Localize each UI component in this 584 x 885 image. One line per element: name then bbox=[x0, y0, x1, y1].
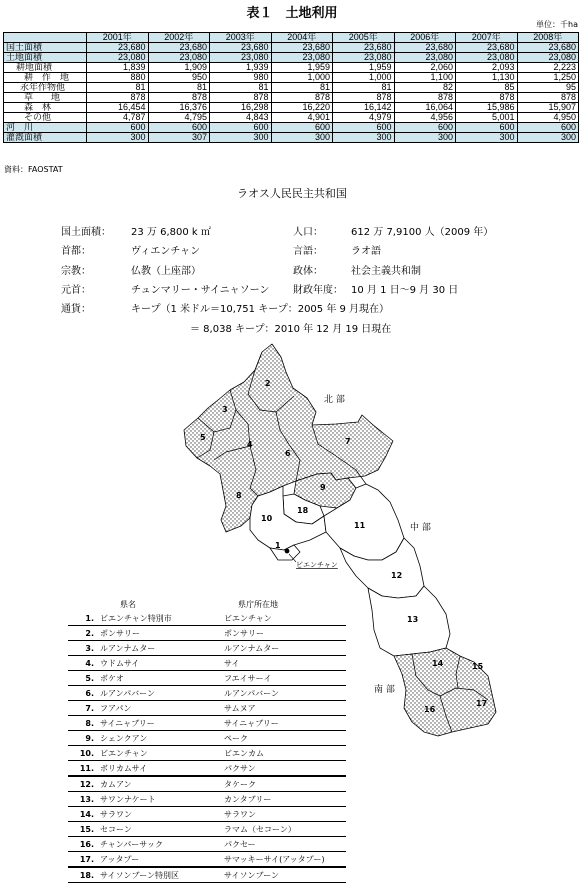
province-number: 3. bbox=[68, 641, 100, 656]
province-row bbox=[68, 701, 346, 716]
unit-label: 単位：千ha bbox=[536, 20, 578, 29]
province-capital: フエイサーイ bbox=[224, 671, 346, 686]
value-cell: 23,680 bbox=[456, 43, 518, 53]
row-label: 灌漑面積 bbox=[4, 133, 87, 143]
province-number: 11. bbox=[68, 761, 100, 777]
province-row bbox=[68, 716, 346, 731]
province-name: サラワン bbox=[100, 807, 224, 822]
map-number-5: 5 bbox=[200, 433, 206, 442]
value-cell: 600 bbox=[394, 123, 456, 133]
row-label: 国土面積 bbox=[4, 43, 87, 53]
province-name: アッタプー bbox=[100, 852, 224, 868]
value-cell: 300 bbox=[271, 133, 333, 143]
province-number: 13. bbox=[68, 792, 100, 807]
province-row bbox=[68, 686, 346, 701]
province-name: ウドムサイ bbox=[100, 656, 224, 671]
value-cell: 878 bbox=[271, 93, 333, 103]
value-cell: 1,909 bbox=[148, 63, 210, 73]
province-name: ポンサリー bbox=[100, 626, 224, 641]
province-name-header: 県名 bbox=[120, 599, 136, 609]
year-header: 2001年 bbox=[87, 33, 149, 43]
value-cell: 878 bbox=[148, 93, 210, 103]
province-number: 17. bbox=[68, 852, 100, 868]
value-cell: 16,454 bbox=[87, 103, 149, 113]
value-cell: 23,080 bbox=[148, 53, 210, 63]
value-cell: 1,100 bbox=[394, 73, 456, 83]
value-cell: 1,839 bbox=[87, 63, 149, 73]
row-label: 河 川 bbox=[4, 123, 87, 133]
province-name: カムアン bbox=[100, 776, 224, 792]
value-cell: 4,795 bbox=[148, 113, 210, 123]
value-cell: 23,080 bbox=[87, 53, 149, 63]
province-capital-header: 県庁所在地 bbox=[238, 599, 278, 609]
religion-label: 宗教： bbox=[61, 266, 91, 277]
map-number-16: 16 bbox=[424, 705, 436, 714]
province-number: 10. bbox=[68, 746, 100, 761]
map-number-6: 6 bbox=[285, 449, 291, 458]
province-row bbox=[68, 807, 346, 822]
map-number-1: 1 bbox=[275, 541, 281, 550]
value-cell: 4,843 bbox=[210, 113, 272, 123]
country-title: ラオス人民民主共和国 bbox=[237, 187, 347, 200]
map-number-8: 8 bbox=[236, 491, 242, 500]
row-label: 耕地面積 bbox=[4, 63, 87, 73]
row-label: 草 地 bbox=[4, 93, 87, 103]
row-label: 土地面積 bbox=[4, 53, 87, 63]
province-number: 2. bbox=[68, 626, 100, 641]
province-capital: サラワン bbox=[224, 807, 346, 822]
value-cell: 878 bbox=[394, 93, 456, 103]
province-capital: ビエンチャン bbox=[224, 611, 346, 626]
value-cell: 15,986 bbox=[456, 103, 518, 113]
religion-value: 仏教（上座部） bbox=[131, 266, 201, 277]
province-number: 12. bbox=[68, 776, 100, 792]
value-cell: 81 bbox=[333, 83, 395, 93]
map-number-2: 2 bbox=[265, 379, 271, 388]
province-row bbox=[68, 776, 346, 792]
map-number-13: 13 bbox=[407, 615, 419, 624]
region-label-north: 北 部 bbox=[324, 395, 345, 405]
value-cell: 2,060 bbox=[394, 63, 456, 73]
province-capital: サイ bbox=[224, 656, 346, 671]
province-capital: ルアンパバーン bbox=[224, 686, 346, 701]
map-number-11: 11 bbox=[354, 521, 366, 530]
province-row bbox=[68, 867, 346, 883]
province-number: 15. bbox=[68, 822, 100, 837]
fiscal-year-label: 財政年度： bbox=[293, 285, 343, 296]
province-name: フアパン bbox=[100, 701, 224, 716]
row-label: その他 bbox=[4, 113, 87, 123]
province-capital: サイニャブリー bbox=[224, 716, 346, 731]
map-number-10: 10 bbox=[261, 514, 273, 523]
province-number: 9. bbox=[68, 731, 100, 746]
value-cell: 85 bbox=[456, 83, 518, 93]
value-cell: 980 bbox=[210, 73, 272, 83]
row-label: 森 林 bbox=[4, 103, 87, 113]
province-row bbox=[68, 822, 346, 837]
source-note: 資料：FAOSTAT bbox=[4, 165, 63, 174]
value-cell: 878 bbox=[517, 93, 579, 103]
value-cell: 23,080 bbox=[456, 53, 518, 63]
province-capital: タケーク bbox=[224, 776, 346, 792]
value-cell: 23,680 bbox=[148, 43, 210, 53]
year-header: 2002年 bbox=[148, 33, 210, 43]
year-header: 2003年 bbox=[210, 33, 272, 43]
currency-label: 通貨： bbox=[61, 304, 91, 315]
value-cell: 23,680 bbox=[87, 43, 149, 53]
polity-value: 社会主義共和制 bbox=[351, 266, 421, 277]
province-row bbox=[68, 852, 346, 868]
province-capital: パクサン bbox=[224, 761, 346, 777]
province-capital: ビエンカム bbox=[224, 746, 346, 761]
province-name: ビエンチャン bbox=[100, 746, 224, 761]
map-number-15: 15 bbox=[472, 662, 484, 671]
province-name: サイソンブーン特別区 bbox=[100, 867, 224, 883]
value-cell: 95 bbox=[517, 83, 579, 93]
value-cell: 300 bbox=[456, 133, 518, 143]
province-number: 14. bbox=[68, 807, 100, 822]
value-cell: 23,080 bbox=[394, 53, 456, 63]
province-capital: ラマム（セコーン） bbox=[224, 822, 346, 837]
fiscal-year-value: 10 月 1 日～9 月 30 日 bbox=[351, 285, 459, 296]
province-row bbox=[68, 837, 346, 852]
province-number: 5. bbox=[68, 671, 100, 686]
value-cell: 1,000 bbox=[271, 73, 333, 83]
value-cell: 878 bbox=[456, 93, 518, 103]
map-number-18: 18 bbox=[297, 506, 309, 515]
value-cell: 81 bbox=[210, 83, 272, 93]
province-name: ルアンパバーン bbox=[100, 686, 224, 701]
province-name: ビエンチャン特別市 bbox=[100, 611, 224, 626]
value-cell: 16,142 bbox=[333, 103, 395, 113]
value-cell: 4,901 bbox=[271, 113, 333, 123]
value-cell: 23,080 bbox=[333, 53, 395, 63]
value-cell: 878 bbox=[87, 93, 149, 103]
value-cell: 600 bbox=[456, 123, 518, 133]
value-cell: 16,064 bbox=[394, 103, 456, 113]
language-label: 言語： bbox=[293, 246, 323, 257]
value-cell: 16,376 bbox=[148, 103, 210, 113]
province-number: 4. bbox=[68, 656, 100, 671]
population-value: 612 万 7,9100 人（2009 年） bbox=[351, 227, 494, 238]
value-cell: 300 bbox=[517, 133, 579, 143]
value-cell: 1,130 bbox=[456, 73, 518, 83]
value-cell: 1,250 bbox=[517, 73, 579, 83]
value-cell: 600 bbox=[148, 123, 210, 133]
capital-label: 首都： bbox=[61, 246, 91, 257]
value-cell: 1,000 bbox=[333, 73, 395, 83]
year-header: 2006年 bbox=[394, 33, 456, 43]
province-number: 8. bbox=[68, 716, 100, 731]
area-value: 23 万 6,800 k ㎡ bbox=[131, 227, 211, 238]
province-number: 18. bbox=[68, 867, 100, 883]
province-name: ルアンナムター bbox=[100, 641, 224, 656]
province-capital: ルアンナムター bbox=[224, 641, 346, 656]
map-number-3: 3 bbox=[222, 405, 228, 414]
map-number-9: 9 bbox=[320, 483, 326, 492]
head-of-state-value: チュンマリー・サイニャソーン bbox=[131, 285, 270, 296]
value-cell: 878 bbox=[333, 93, 395, 103]
province-capital: パクセー bbox=[224, 837, 346, 852]
province-number: 7. bbox=[68, 701, 100, 716]
value-cell: 23,680 bbox=[517, 43, 579, 53]
map-number-17: 17 bbox=[476, 699, 488, 708]
value-cell: 1,959 bbox=[333, 63, 395, 73]
province-number: 16. bbox=[68, 837, 100, 852]
province-name: チャンパーサック bbox=[100, 837, 224, 852]
province-capital: カンタブリー bbox=[224, 792, 346, 807]
value-cell: 23,680 bbox=[210, 43, 272, 53]
year-header: 2005年 bbox=[333, 33, 395, 43]
province-name: ボリカムサイ bbox=[100, 761, 224, 777]
province-capital: サイソンブーン bbox=[224, 867, 346, 883]
value-cell: 81 bbox=[148, 83, 210, 93]
province-name: ボケオ bbox=[100, 671, 224, 686]
value-cell: 23,080 bbox=[210, 53, 272, 63]
value-cell: 23,680 bbox=[271, 43, 333, 53]
province-row bbox=[68, 611, 346, 626]
table-title: 表１ 土地利用 bbox=[246, 6, 338, 21]
year-header: 2004年 bbox=[271, 33, 333, 43]
value-cell: 300 bbox=[394, 133, 456, 143]
province-row bbox=[68, 641, 346, 656]
value-cell: 81 bbox=[87, 83, 149, 93]
value-cell: 4,979 bbox=[333, 113, 395, 123]
value-cell: 1,959 bbox=[271, 63, 333, 73]
province-name: シェンクアン bbox=[100, 731, 224, 746]
province-row bbox=[68, 761, 346, 777]
value-cell: 82 bbox=[394, 83, 456, 93]
province-capital: ペーク bbox=[224, 731, 346, 746]
value-cell: 880 bbox=[87, 73, 149, 83]
value-cell: 23,680 bbox=[333, 43, 395, 53]
province-row bbox=[68, 746, 346, 761]
value-cell: 600 bbox=[271, 123, 333, 133]
province-row bbox=[68, 792, 346, 807]
value-cell: 950 bbox=[148, 73, 210, 83]
value-cell: 4,787 bbox=[87, 113, 149, 123]
value-cell: 16,298 bbox=[210, 103, 272, 113]
value-cell: 23,680 bbox=[394, 43, 456, 53]
map-number-14: 14 bbox=[432, 659, 444, 668]
value-cell: 878 bbox=[210, 93, 272, 103]
province-capital: サマッキーサイ(アッタプー) bbox=[224, 852, 346, 868]
polity-label: 政体： bbox=[293, 266, 323, 277]
value-cell: 2,093 bbox=[456, 63, 518, 73]
province-name: サワンナケート bbox=[100, 792, 224, 807]
capital-marker bbox=[285, 549, 290, 554]
province-table-body bbox=[68, 611, 346, 883]
value-cell: 4,950 bbox=[517, 113, 579, 123]
value-cell: 300 bbox=[87, 133, 149, 143]
region-label-central: 中 部 bbox=[410, 523, 431, 533]
value-cell: 4,956 bbox=[394, 113, 456, 123]
value-cell: 1,939 bbox=[210, 63, 272, 73]
capital-map-label: ビエンチャン bbox=[296, 561, 338, 569]
row-label: 永年作物他 bbox=[4, 83, 87, 93]
province-row bbox=[68, 671, 346, 686]
province-table bbox=[68, 597, 346, 883]
language-value: ラオ語 bbox=[351, 246, 381, 257]
year-header: 2008年 bbox=[517, 33, 579, 43]
province-header-row bbox=[68, 597, 346, 611]
province-row bbox=[68, 731, 346, 746]
value-cell: 600 bbox=[333, 123, 395, 133]
province-number: 6. bbox=[68, 686, 100, 701]
value-cell: 23,080 bbox=[517, 53, 579, 63]
currency-value: キープ（1 米ドル＝10,751 キープ：2005 年 9 月現在） bbox=[131, 304, 390, 315]
value-cell: 300 bbox=[333, 133, 395, 143]
province-name: セコーン bbox=[100, 822, 224, 837]
province-number: 1. bbox=[68, 611, 100, 626]
value-cell: 2,223 bbox=[517, 63, 579, 73]
province-capital: ポンサリー bbox=[224, 626, 346, 641]
value-cell: 81 bbox=[271, 83, 333, 93]
province-capital: サムヌア bbox=[224, 701, 346, 716]
map-number-7: 7 bbox=[345, 437, 351, 446]
currency-value-2010: ＝ 8,038 キープ：2010 年 12 月 19 日現在 bbox=[190, 324, 392, 335]
region-label-south: 南 部 bbox=[374, 685, 395, 695]
map-number-12: 12 bbox=[391, 571, 403, 580]
head-of-state-label: 元首： bbox=[61, 285, 91, 296]
year-header: 2007年 bbox=[456, 33, 518, 43]
map-number-4: 4 bbox=[247, 440, 253, 449]
province-name: サイニャブリー bbox=[100, 716, 224, 731]
row-label: 耕 作 地 bbox=[4, 73, 87, 83]
area-label: 国土面積： bbox=[61, 227, 111, 238]
capital-value: ヴィエンチャン bbox=[131, 246, 201, 257]
value-cell: 600 bbox=[517, 123, 579, 133]
value-cell: 16,220 bbox=[271, 103, 333, 113]
value-cell: 307 bbox=[148, 133, 210, 143]
value-cell: 300 bbox=[210, 133, 272, 143]
province-row bbox=[68, 656, 346, 671]
value-cell: 23,080 bbox=[271, 53, 333, 63]
population-label: 人口： bbox=[293, 227, 323, 238]
value-cell: 5,001 bbox=[456, 113, 518, 123]
province-row bbox=[68, 626, 346, 641]
value-cell: 15,907 bbox=[517, 103, 579, 113]
value-cell: 600 bbox=[87, 123, 149, 133]
value-cell: 600 bbox=[210, 123, 272, 133]
